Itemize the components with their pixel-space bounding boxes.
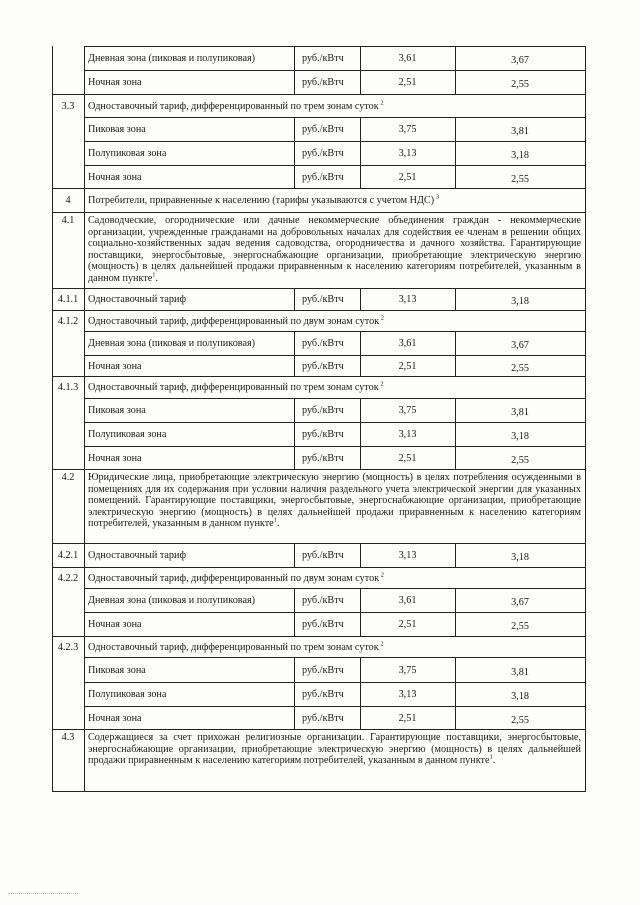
table-border <box>84 117 85 141</box>
label-text: Ночная зона <box>88 453 142 464</box>
zone-label <box>88 338 255 350</box>
table-border <box>84 588 85 612</box>
table-border <box>84 355 85 376</box>
label-text: Ночная зона <box>88 77 142 88</box>
section-description <box>88 472 581 530</box>
zone-label <box>88 453 142 465</box>
table-border <box>294 422 295 446</box>
table-border <box>84 188 85 212</box>
zone-label <box>88 77 142 89</box>
label-text: Ночная зона <box>88 619 142 630</box>
tariff-heading <box>88 316 384 328</box>
footnote-mark: 2 <box>378 380 384 388</box>
row-number: 4.1.2 <box>57 316 79 327</box>
tariff-value-first-half: 3,61 <box>398 595 417 606</box>
table-border <box>84 288 85 310</box>
tariff-value-second-half: 3,18 <box>511 552 529 563</box>
label-text: Полупиковая зона <box>88 689 167 700</box>
unit-cell: руб./кВтч <box>302 453 344 464</box>
row-number: 4.1.1 <box>57 294 79 305</box>
tariff-value-second-half: 3,67 <box>511 340 529 351</box>
tariff-value-first-half: 3,75 <box>398 124 417 135</box>
footnote-mark: 2 <box>379 571 384 579</box>
zone-label <box>88 595 255 607</box>
unit-cell: руб./кВтч <box>302 124 344 135</box>
tariff-heading <box>88 573 384 585</box>
label-text: Одноставочный тариф, дифференцированный по двум зонам суток <box>88 316 380 327</box>
tariff-value-first-half: 3,61 <box>398 53 417 64</box>
zone-label <box>88 124 146 136</box>
zone-label <box>88 665 146 677</box>
section-description <box>88 732 581 767</box>
table-border <box>84 543 85 567</box>
unit-cell: руб./кВтч <box>302 619 344 630</box>
row-number: 4.2 <box>61 472 75 483</box>
row-number: 4.2.3 <box>57 642 79 653</box>
label-text: Пиковая зона <box>88 124 146 135</box>
table-border <box>84 729 85 791</box>
label-text: Одноставочный тариф, дифференцированный по трем зонам суток <box>88 642 379 653</box>
table-border <box>84 422 85 446</box>
section-text: Юридические лица, приобретающие электрическую энергию (мощность) в целях потребления осужденными в помещениях для их содержания при условии наличия раздельного учета электрической энергии для указанных помещений. Гарантирующие поставщики, энергосбытовые, энергоснабжающие организации, приобретающие электрическую энергию (мощность) в целях дальнейшей продажи приравненным к населению категориям потребителей, указанным в данном пункте <box>88 472 581 530</box>
tariff-value-second-half: 2,55 <box>511 715 529 726</box>
tariff-value-second-half: 3,81 <box>511 126 529 137</box>
table-border <box>294 446 295 469</box>
label-text: Одноставочный тариф, дифференцированный по трем зонам суток <box>88 101 379 112</box>
table-border <box>84 612 85 636</box>
table-border <box>84 46 85 70</box>
label-text: Дневная зона (пиковая и полупиковая) <box>88 53 256 64</box>
label-text: Ночная зона <box>88 361 142 372</box>
row-number: 4 <box>65 195 71 206</box>
table-border <box>84 376 85 398</box>
tariff-value-second-half: 2,55 <box>511 79 529 90</box>
tariff-value-first-half: 2,51 <box>398 619 417 630</box>
zone-label <box>88 550 186 562</box>
table-border <box>294 682 295 706</box>
footnote-mark: 2 <box>378 99 384 107</box>
zone-label <box>88 294 186 306</box>
label-text: Пиковая зона <box>88 665 146 676</box>
period: . <box>492 755 496 767</box>
row-number: 4.2.2 <box>57 573 79 584</box>
tariff-heading <box>88 642 384 654</box>
table-border <box>294 588 295 612</box>
tariff-value-first-half: 3,13 <box>398 294 417 305</box>
table-border <box>84 331 85 355</box>
unit-cell: руб./кВтч <box>302 665 344 676</box>
table-border <box>84 212 85 288</box>
label-text: Пиковая зона <box>88 405 146 416</box>
tariff-value-second-half: 2,55 <box>511 363 529 374</box>
tariff-value-second-half: 3,18 <box>511 691 529 702</box>
zone-label <box>88 619 142 631</box>
table-border <box>585 46 586 791</box>
unit-cell: руб./кВтч <box>302 361 344 372</box>
table-border <box>84 70 85 94</box>
table-border <box>294 657 295 682</box>
period: . <box>155 272 159 284</box>
label-text: Ночная зона <box>88 713 142 724</box>
tariff-value-first-half: 2,51 <box>398 172 417 183</box>
tariff-value-second-half: 2,55 <box>511 621 529 632</box>
footnote-mark: 1 <box>152 271 156 279</box>
unit-cell: руб./кВтч <box>302 294 344 305</box>
tariff-value-second-half: 2,55 <box>511 174 529 185</box>
tariff-value-first-half: 2,51 <box>398 77 417 88</box>
zone-label <box>88 148 166 160</box>
zone-label <box>88 53 255 65</box>
table-border <box>84 141 85 165</box>
row-number: 4.2.1 <box>57 550 79 561</box>
unit-cell: руб./кВтч <box>302 172 344 183</box>
table-border <box>84 446 85 469</box>
tariff-value-first-half: 3,13 <box>398 550 417 561</box>
footnote-mark: 2 <box>379 314 384 322</box>
table-border <box>294 46 295 70</box>
table-border <box>294 70 295 94</box>
tariff-heading <box>88 382 384 394</box>
tariff-value-first-half: 3,13 <box>398 689 417 700</box>
table-border <box>84 706 85 729</box>
label-text: Одноставочный тариф <box>88 550 187 561</box>
unit-cell: руб./кВтч <box>302 550 344 561</box>
unit-cell: руб./кВтч <box>302 429 344 440</box>
table-border <box>52 791 586 792</box>
unit-cell: руб./кВтч <box>302 405 344 416</box>
period: . <box>276 518 280 530</box>
label-text: Полупиковая зона <box>88 429 167 440</box>
footnote-mark: 2 <box>378 640 384 648</box>
table-border <box>294 612 295 636</box>
table-border <box>294 165 295 188</box>
table-border <box>294 117 295 141</box>
label-text: Одноставочный тариф, дифференцированный по двум зонам суток <box>88 573 380 584</box>
table-border <box>84 46 585 47</box>
tariff-value-first-half: 2,51 <box>398 713 417 724</box>
tariff-value-second-half: 3,81 <box>511 407 529 418</box>
zone-label <box>88 429 166 441</box>
label-text: Потребители, приравненные к населению (тарифы указываются с учетом НДС) <box>88 195 435 206</box>
tariff-value-second-half: 3,18 <box>511 431 529 442</box>
footnote-mark: 3 <box>434 193 439 201</box>
unit-cell: руб./кВтч <box>302 689 344 700</box>
tariff-value-second-half: 2,55 <box>511 455 529 466</box>
label-text: Одноставочный тариф <box>88 294 187 305</box>
tariff-value-first-half: 3,75 <box>398 405 417 416</box>
row-number: 4.3 <box>61 732 75 743</box>
unit-cell: руб./кВтч <box>302 77 344 88</box>
label-text: Дневная зона (пиковая и полупиковая) <box>88 338 256 349</box>
tariff-value-second-half: 3,67 <box>511 55 529 66</box>
row-number: 4.1.3 <box>57 382 79 393</box>
zone-label <box>88 361 142 373</box>
label-text: Полупиковая зона <box>88 148 167 159</box>
unit-cell: руб./кВтч <box>302 338 344 349</box>
table-border <box>84 636 85 657</box>
unit-cell: руб./кВтч <box>302 53 344 64</box>
zone-label <box>88 713 142 725</box>
row-number: 3.3 <box>61 101 75 112</box>
table-border <box>84 310 85 331</box>
unit-cell: руб./кВтч <box>302 148 344 159</box>
table-border <box>294 331 295 355</box>
unit-cell: руб./кВтч <box>302 595 344 606</box>
tariff-value-first-half: 3,75 <box>398 665 417 676</box>
label-text: Одноставочный тариф, дифференцированный по трем зонам суток <box>88 382 379 393</box>
tariff-value-first-half: 2,51 <box>398 453 417 464</box>
label-text: Дневная зона (пиковая и полупиковая) <box>88 595 256 606</box>
table-border <box>84 398 85 422</box>
footnote-mark: 1 <box>273 516 277 524</box>
table-border <box>84 165 85 188</box>
table-border <box>294 288 295 310</box>
table-border <box>84 469 85 543</box>
section-text: Садоводческие, огороднические или дачные некоммерческие объединения граждан - некоммерческие организации, учрежденные гражданами на добровольных началах для содействия ее членам в решении общих социально-хозяйственных задач ведения садоводства, огородничества и дачного хозяйства. Гарантирующие поставщики, энергосбытовые, энергоснабжающие организации, приобретающие электрическую энергию (мощность) в целях дальнейшей продажи приравненным к населению категориям потребителей, указанным в данном пункте <box>88 215 581 284</box>
footnote-mark: 1 <box>489 753 493 761</box>
scan-artifact <box>8 893 78 895</box>
tariff-value-second-half: 3,81 <box>511 667 529 678</box>
zone-label <box>88 405 146 417</box>
tariff-value-second-half: 3,18 <box>511 150 529 161</box>
section-text: Содержащиеся за счет прихожан религиозные организации. Гарантирующие поставщики, энергосбытовые, энергоснабжающие организации, приобретающие электрическую энергию (мощность) в целях дальнейшей продажи приравненным к населению категориям потребителей, указанным в данном пункте <box>88 732 581 767</box>
table-border <box>294 543 295 567</box>
tariff-value-second-half: 3,18 <box>511 296 529 307</box>
section-description <box>88 215 581 285</box>
tariff-value-first-half: 2,51 <box>398 361 417 372</box>
tariff-value-first-half: 3,13 <box>398 148 417 159</box>
tariff-heading <box>88 101 384 113</box>
table-border <box>84 567 85 588</box>
tariff-value-second-half: 3,67 <box>511 597 529 608</box>
row-number: 4.1 <box>61 215 75 226</box>
table-border <box>84 94 85 117</box>
table-border <box>84 682 85 706</box>
zone-label <box>88 172 142 184</box>
zone-label <box>88 689 166 701</box>
tariff-heading <box>88 195 439 207</box>
table-border <box>294 706 295 729</box>
table-border <box>294 398 295 422</box>
unit-cell: руб./кВтч <box>302 713 344 724</box>
table-border <box>84 657 85 682</box>
tariff-value-first-half: 3,61 <box>398 338 417 349</box>
table-border <box>294 355 295 376</box>
tariff-value-first-half: 3,13 <box>398 429 417 440</box>
table-border <box>294 141 295 165</box>
label-text: Ночная зона <box>88 172 142 183</box>
